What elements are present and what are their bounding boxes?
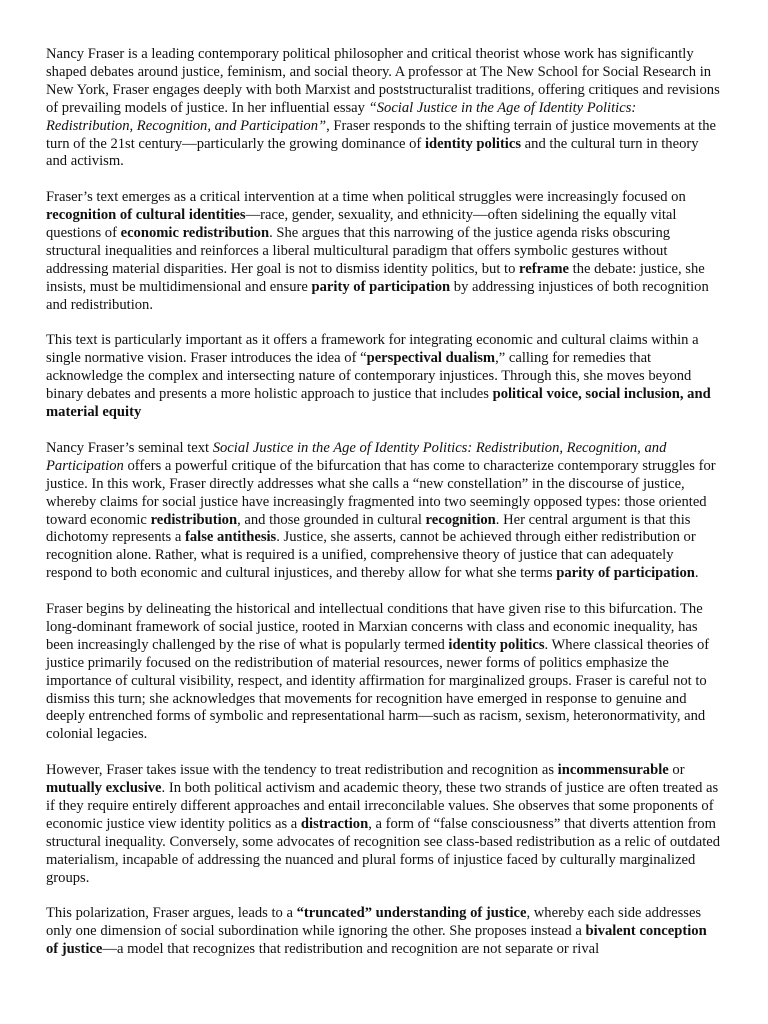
bold-term: recognition [425,511,496,528]
text-run: Fraser begins by delineating the historical and intellectual conditions that have given rise to this bifurcation. The long-dominant framework of social justice, rooted in Marxian concerns with class and economic inequality, has been increasingly challenged by the rise of what is popularly termed [46,601,703,653]
bold-term: mutually exclusive [46,780,162,797]
bold-term: incommensurable [557,762,669,779]
bold-term: parity of participation [556,565,695,582]
paragraph-6 [46,762,722,887]
text-run: . In both political activism and academic theory, these two strands of justice are often treated as if they require entirely different approaches and entail irreconcilable values. She observes that some proponents of economic justice view identity politics as a [46,780,719,832]
text-run: by addressing injustices of both recognition and redistribution. [46,278,709,313]
text-run: This polarization, Fraser argues, leads to a [46,905,297,922]
bold-term: parity of participation [311,278,451,295]
paragraph-3 [46,332,722,422]
italic-title: Social Justice in the Age of Identity Politics: Redistribution, Recognition, and Participation [46,439,667,474]
bold-term: identity politics [424,135,522,152]
text-run: or [668,762,685,779]
bold-term: perspectival dualism [366,350,496,367]
bold-term: bivalent conception of justice [46,923,707,958]
text-run: Nancy Fraser’s seminal text [46,439,213,456]
text-run: the debate: justice, she insists, must be multidimensional and ensure [46,260,705,295]
bold-term: “truncated” understanding of justice [296,905,527,922]
paragraph-2 [46,189,722,314]
text-run: and the cultural turn in theory and activism. [46,135,699,170]
text-run: —a model that recognizes that redistribution and recognition are not separate or rival [102,941,600,958]
paragraph-4 [46,440,722,583]
paragraph-7 [46,905,722,959]
text-run: —race, gender, sexuality, and ethnicity—often sidelining the equally vital questions of [46,207,677,242]
text-run: . She argues that this narrowing of the justice agenda risks obscuring structural inequalities and reinforces a liberal multicultural paradigm that offers symbolic gestures without addressing material disparities. Her goal is not to dismiss identity politics, but to [46,225,671,277]
text-run: Fraser’s text emerges as a critical intervention at a time when political struggles were increasingly focused on [46,189,686,206]
text-run: offers a powerful critique of the bifurcation that has come to characterize contemporary struggles for justice. In this work, Fraser directly addresses what she calls a “new constellation” in the discourse of justice, whereby claims for social justice have increasingly fragmented into two seemingly opposed types: those oriented toward economic [46,457,716,528]
text-run: Nancy Fraser is a leading contemporary political philosopher and critical theorist whose work has significantly shaped debates around justice, feminism, and social theory. A professor at The New School for Social Research in New York, Fraser engages deeply with both Marxist and poststructuralist traditions, offering critiques and revisions of prevailing models of justice. In her influential essay [46,46,720,116]
bold-term: economic redistribution [120,225,270,242]
bold-term: identity politics [448,636,545,653]
text-run: ,” calling for remedies that acknowledge the complex and intersecting nature of contemporary injustices. Through this, she moves beyond binary debates and presents a more holistic approach to justice that includes [46,350,692,403]
text-run: , whereby each side addresses only one dimension of social subordination while ignoring the other. She proposes instead a [46,905,702,940]
paragraph-5 [46,601,722,744]
text-run: . Justice, she asserts, cannot be achieved through either redistribution or recognition alone. Rather, what is required is a unified, comprehensive theory of justice that can adequately respond to both economic and cultural injustices, and thereby allow for what she terms [46,529,696,582]
text-run: , a form of “false consciousness” that diverts attention from structural inequality. Conversely, some advocates of recognition see class-based redistribution as a relic of outdated materialism, incapable of addressing the nuanced and plural forms of injustice faced by culturally marginalized groups. [46,815,721,886]
bold-term: distraction [300,815,369,832]
text-run: . Her central argument is that this dichotomy represents a [46,511,691,546]
paragraph-1 [46,46,722,171]
text-run: , Fraser responds to the shifting terrain of justice movements at the turn of the 21st century—particularly the growing dominance of [46,117,716,152]
text-run: . [694,565,699,582]
text-run: This text is particularly important as it offers a framework for integrating economic and cultural claims within a single normative vision. Fraser introduces the idea of “ [46,332,699,367]
italic-title: “Social Justice in the Age of Identity Politics: Redistribution, Recognition, and Participation” [46,99,637,134]
text-run: . Where classical theories of justice primarily focused on the redistribution of material resources, newer forms of politics emphasize the importance of cultural visibility, respect, and identity affirmation for marginalized groups. Fraser is careful not to dismiss this turn; she acknowledges that movements for recognition have emerged in response to genuine and deeply entrenched forms of symbolic and representational harm—such as racism, sexism, heteronormativity, and colonial legacies. [46,636,710,743]
text-run: , and those grounded in cultural [237,511,426,528]
bold-term: false antithesis [185,529,277,546]
bold-term: redistribution [150,511,238,528]
bold-term: reframe [519,260,569,277]
bold-term: recognition of cultural identities [46,207,246,224]
bold-term: political voice, social inclusion, and material equity [46,386,711,421]
text-run: However, Fraser takes issue with the tendency to treat redistribution and recognition as [46,762,558,779]
